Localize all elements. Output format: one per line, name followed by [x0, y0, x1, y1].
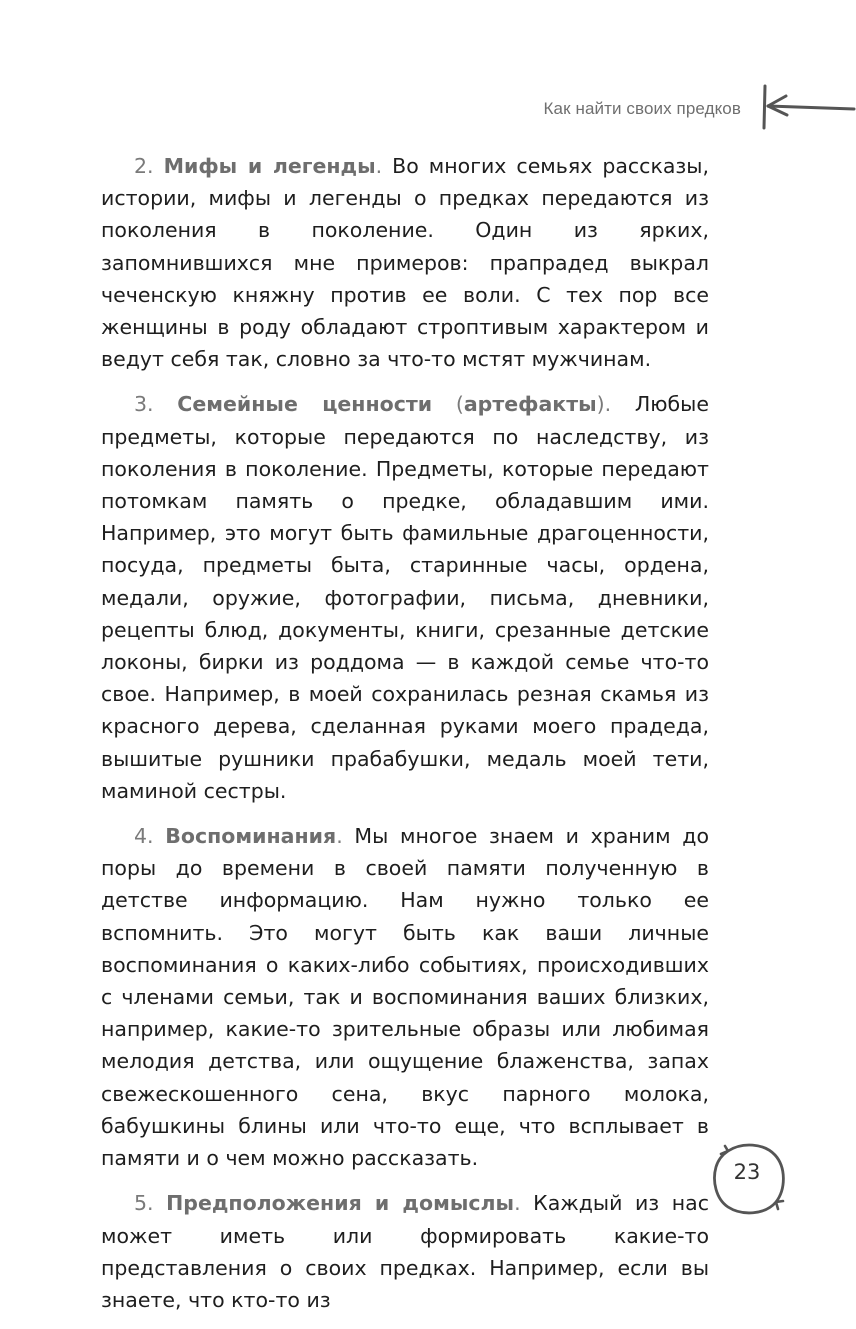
paragraph-family-values — [101, 388, 709, 807]
paragraph-text: Каждый из нас может иметь или формировать какие-то представления о своих предках. Например, если вы знаете, что кто-то из — [101, 1191, 709, 1312]
paragraph-number: 2. — [134, 154, 154, 178]
paragraph-text: Любые предметы, которые передаются по наследству, из поколения в поколение. Предметы, которые передают потомкам память о предке, обладавшим ими. Например, это могут быть фамильные драгоценности, посуда, предметы быта, старинные часы, ордена, медали, оружие, фотографии, письма, дневники, рецепты блюд, документы, книги, срезанные детские локоны, бирки из роддома — в каждой семье что-то свое. Например, в моей сохранилась резная скамья из красного дерева, сделанная руками моего прадеда, вышитые рушники прабабушки, медаль моей тети, маминой сестры. — [101, 392, 709, 803]
term-punctuation: . — [375, 154, 383, 178]
paragraph-number: 4. — [134, 824, 154, 849]
body-text — [101, 150, 709, 1329]
paragraph-term-secondary: артефакты — [463, 392, 597, 417]
paragraph-memories — [101, 820, 709, 1174]
term-punctuation: . — [336, 824, 343, 849]
paragraph-term: Предположения и домыслы — [166, 1191, 515, 1216]
running-title: Как найти своих предков — [543, 99, 741, 118]
paragraph-assumptions — [101, 1187, 709, 1316]
paragraph-number: 3. — [134, 392, 154, 417]
paragraph-term: Воспоминания — [165, 824, 337, 849]
page-number: 23 — [733, 1160, 761, 1184]
paragraph-text: Мы многое знаем и храним до поры до времени в своей памяти полученную в детстве информацию. Нам нужно только ее вспомнить. Это могут быть как ваши личные воспоминания о каких-либо событиях, происходивших с членами семьи, так и воспоминания ваших близких, например, какие-то зрительные образы или любимая мелодия детства, или ощущение блаженства, запах свежескошенного сена, вкус парного молока, бабушкины блины или что-то еще, что всплывает в памяти и о чем можно рассказать. — [101, 824, 709, 1171]
paragraph-term: Семейные ценности — [177, 392, 433, 417]
paragraph-number: 5. — [134, 1191, 154, 1216]
term-punctuation: ). — [596, 392, 612, 417]
paragraph-text: Во многих семьях рассказы, истории, мифы и легенды о предках передаются из поколения в поколение. Один из ярких, запомнившихся мне примеров: прапрадед выкрал чеченскую княжну против ее воли. С тех пор все женщины в роду обладают строптивым характером и ведут себя так, словно за что-то мстят мужчинам. — [101, 154, 709, 372]
term-open-paren: ( — [432, 392, 464, 417]
term-punctuation: . — [514, 1191, 521, 1216]
paragraph-term: Мифы и легенды — [163, 154, 376, 178]
arrow-left-icon — [760, 84, 856, 130]
paragraph-myths — [101, 150, 709, 375]
